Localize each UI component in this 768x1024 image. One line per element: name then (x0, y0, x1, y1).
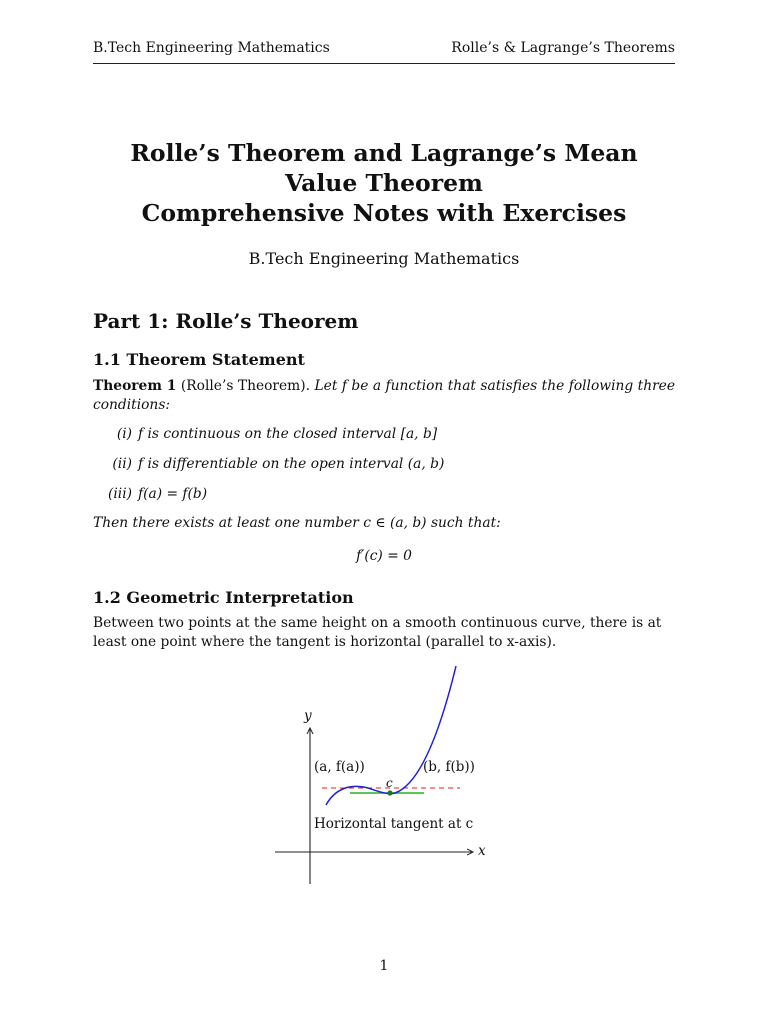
point-b-label: (b, f(b)) (423, 759, 475, 775)
point-a-label: (a, f(a)) (314, 759, 365, 775)
section-1-1-heading: 1.1 Theorem Statement (93, 350, 305, 369)
y-axis-label: y (304, 708, 312, 724)
theorem-label: Theorem 1 (93, 378, 177, 394)
x-axis-label: x (478, 843, 486, 859)
theorem-text: Let f be a function that satisfies the following three conditions: (93, 378, 676, 413)
title-line-1: Rolle’s Theorem and Lagrange’s Mean (130, 139, 638, 167)
condition-number: (i) (116, 426, 132, 442)
condition-text: f is continuous on the closed interval [a, b] (138, 426, 438, 442)
condition-number: (iii) (107, 486, 132, 502)
condition-number: (ii) (112, 456, 132, 472)
header-left: B.Tech Engineering Mathematics (93, 40, 330, 56)
condition-text: f is differentiable on the open interval (a, b) (138, 456, 445, 472)
point-c-label: c (386, 776, 393, 790)
section-1-2-heading: 1.2 Geometric Interpretation (93, 588, 354, 607)
header-right: Rolle’s & Lagrange’s Theorems (451, 40, 675, 56)
tangent-caption: Horizontal tangent at c (314, 816, 474, 832)
equation-text: f′(c) = 0 (356, 548, 412, 564)
theorem-name: (Rolle’s Theorem). (180, 378, 311, 394)
author-line: B.Tech Engineering Mathematics (248, 249, 520, 268)
geometric-paragraph: Between two points at the same height on a smooth continuous curve, there is at least one point where the tangent is horizontal (parallel to x-axis). (93, 615, 662, 650)
theorem-conclusion: Then there exists at least one number c ∈ (a, b) such that: (93, 515, 501, 531)
point-c (387, 790, 392, 795)
title-line-2: Value Theorem (285, 169, 483, 197)
title-line-3: Comprehensive Notes with Exercises (141, 199, 627, 227)
page-number: 1 (379, 958, 389, 974)
condition-text: f(a) = f(b) (138, 486, 208, 502)
part-1-heading: Part 1: Rolle’s Theorem (93, 309, 359, 333)
